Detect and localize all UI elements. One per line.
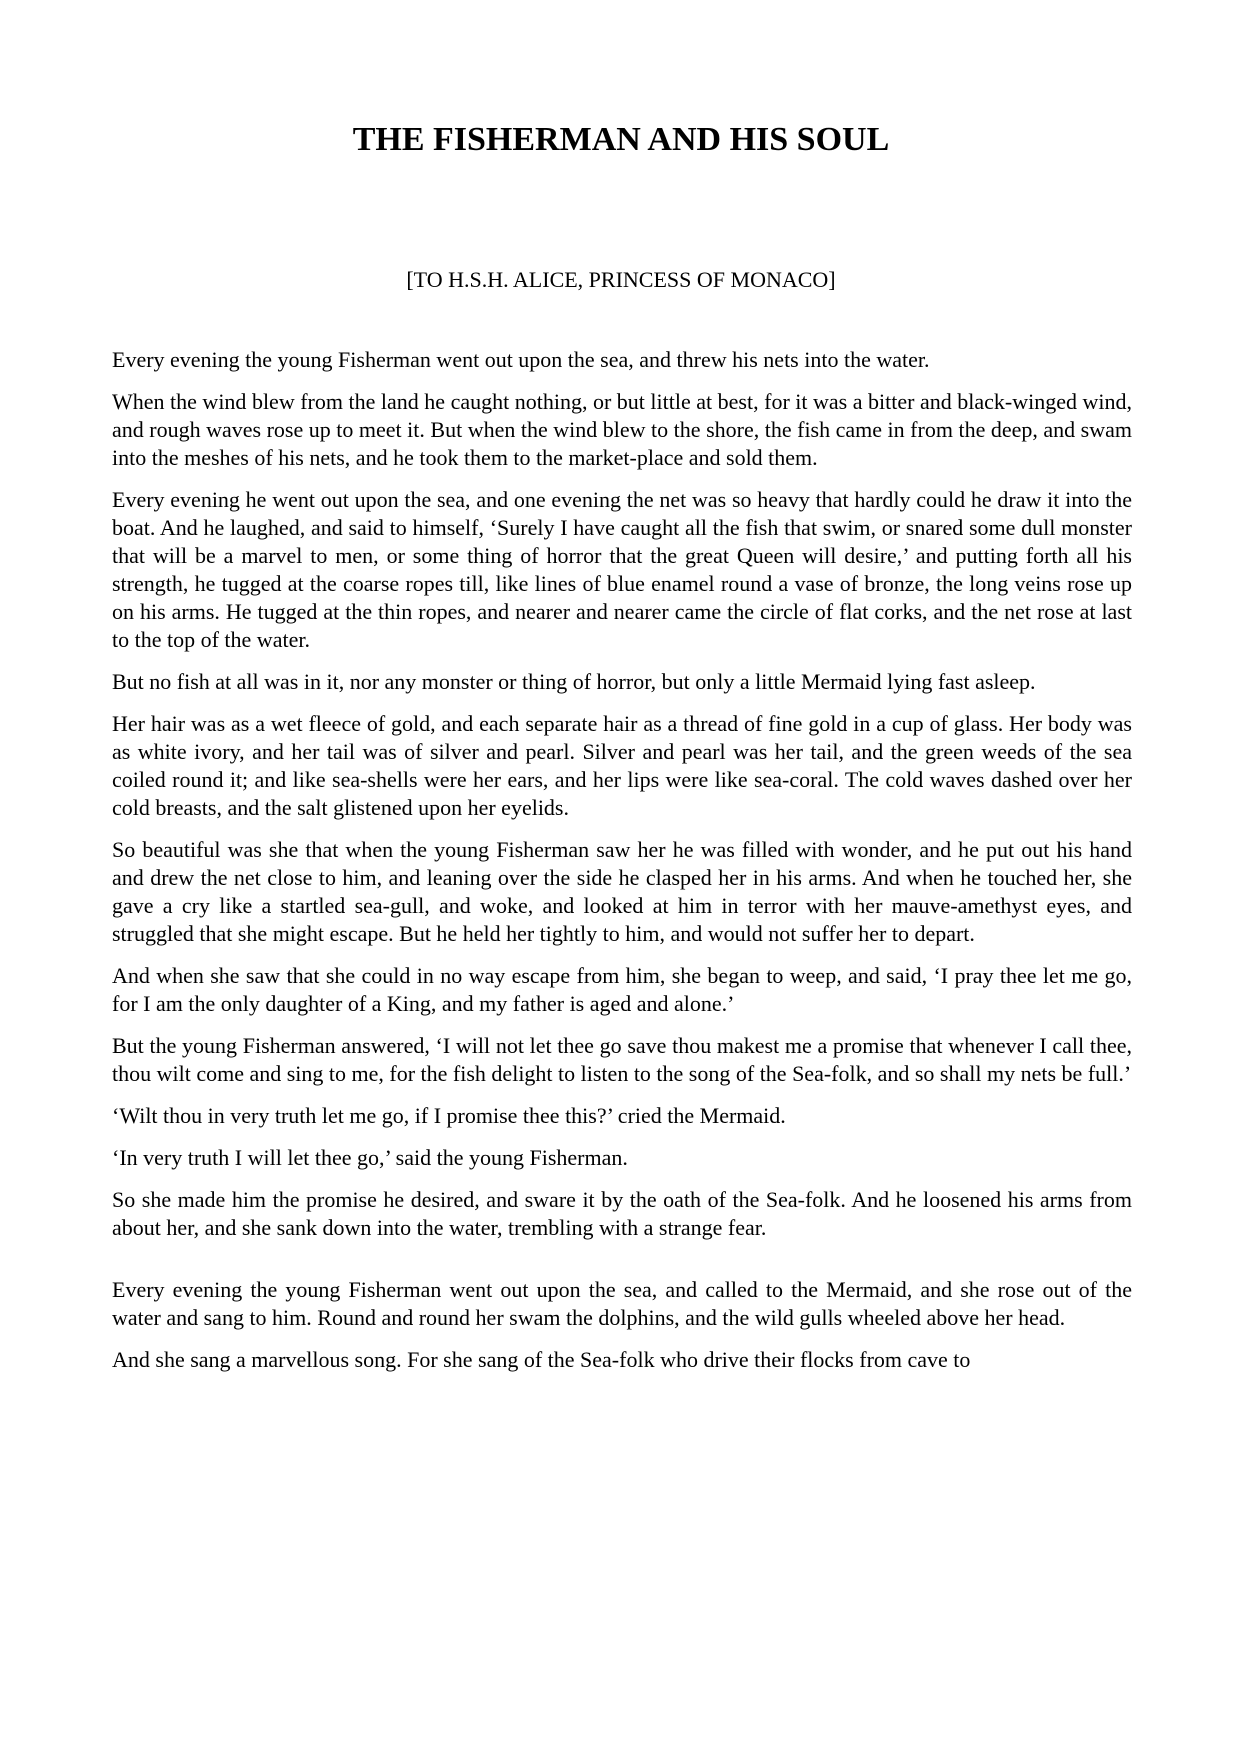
paragraph-5: Her hair was as a wet fleece of gold, and each separate hair as a thread of fine gold in a cup of glass. Her body was as white ivory, and her tail was of silver and pearl. Silver and pearl was her tail, and the green weeds of the sea coiled round it; and like sea-shells were her ears, and her lips were like sea-coral. The cold waves dashed over her cold breasts, and the salt glistened upon her eyelids. [112,711,1132,820]
paragraph-12: Every evening the young Fisherman went out upon the sea, and called to the Mermaid, and she rose out of the water and sang to him. Round and round her swam the dolphins, and the wild gulls wheeled above her head. [112,1277,1132,1330]
paragraph-7: And when she saw that she could in no way escape from him, she began to weep, and said, ‘I pray thee let me go, for I am the only daughter of a King, and my father is aged and alone.’ [112,963,1132,1016]
paragraph-13: And she sang a marvellous song. For she sang of the Sea-folk who drive their flocks from cave to [112,1347,971,1372]
paragraph-3: Every evening he went out upon the sea, and one evening the net was so heavy that hardly could he draw it into the boat. And he laughed, and said to himself, ‘Surely I have caught all the fish that swim, or snared some dull monster that will be a marvel to men, or some thing of horror that the great Queen will desire,’ and putting forth all his strength, he tugged at the coarse ropes till, like lines of blue enamel round a vase of bronze, the long veins rose up on his arms. He tugged at the thin ropes, and nearer and nearer came the circle of flat corks, and the net rose at last to the top of the water. [112,487,1132,652]
paragraph-2: When the wind blew from the land he caught nothing, or but little at best, for it was a bitter and black-winged wind, and rough waves rose up to meet it. But when the wind blew to the shore, the fish came in from the deep, and swam into the meshes of his nets, and he took them to the market-place and sold them. [112,389,1132,470]
story-body [112,346,1132,1388]
paragraph-8: But the young Fisherman answered, ‘I will not let thee go save thou makest me a promise that whenever I call thee, thou wilt come and sing to me, for the fish delight to listen to the song of the Sea-folk, and so shall my nets be full.’ [112,1033,1132,1086]
paragraph-11: So she made him the promise he desired, and sware it by the oath of the Sea-folk. And he loosened his arms from about her, and she sank down into the water, trembling with a strange fear. [112,1187,1132,1240]
paragraph-9: ‘Wilt thou in very truth let me go, if I promise thee this?’ cried the Mermaid. [112,1103,786,1128]
paragraph-6: So beautiful was she that when the young Fisherman saw her he was filled with wonder, and he put out his hand and drew the net close to him, and leaning over the side he clasped her in his arms. And when he touched her, she gave a cry like a startled sea-gull, and woke, and looked at him in terror with her mauve-amethyst eyes, and struggled that she might escape. But he held her tightly to him, and would not suffer her to depart. [112,837,1132,946]
dedication: [TO H.S.H. ALICE, PRINCESS OF MONACO] [406,267,836,292]
paragraph-10: ‘In very truth I will let thee go,’ said the young Fisherman. [112,1145,628,1170]
paragraph-4: But no fish at all was in it, nor any monster or thing of horror, but only a little Mermaid lying fast asleep. [112,669,1036,694]
paragraph-1: Every evening the young Fisherman went out upon the sea, and threw his nets into the water. [112,347,930,372]
story-title: THE FISHERMAN AND HIS SOUL [352,121,890,158]
